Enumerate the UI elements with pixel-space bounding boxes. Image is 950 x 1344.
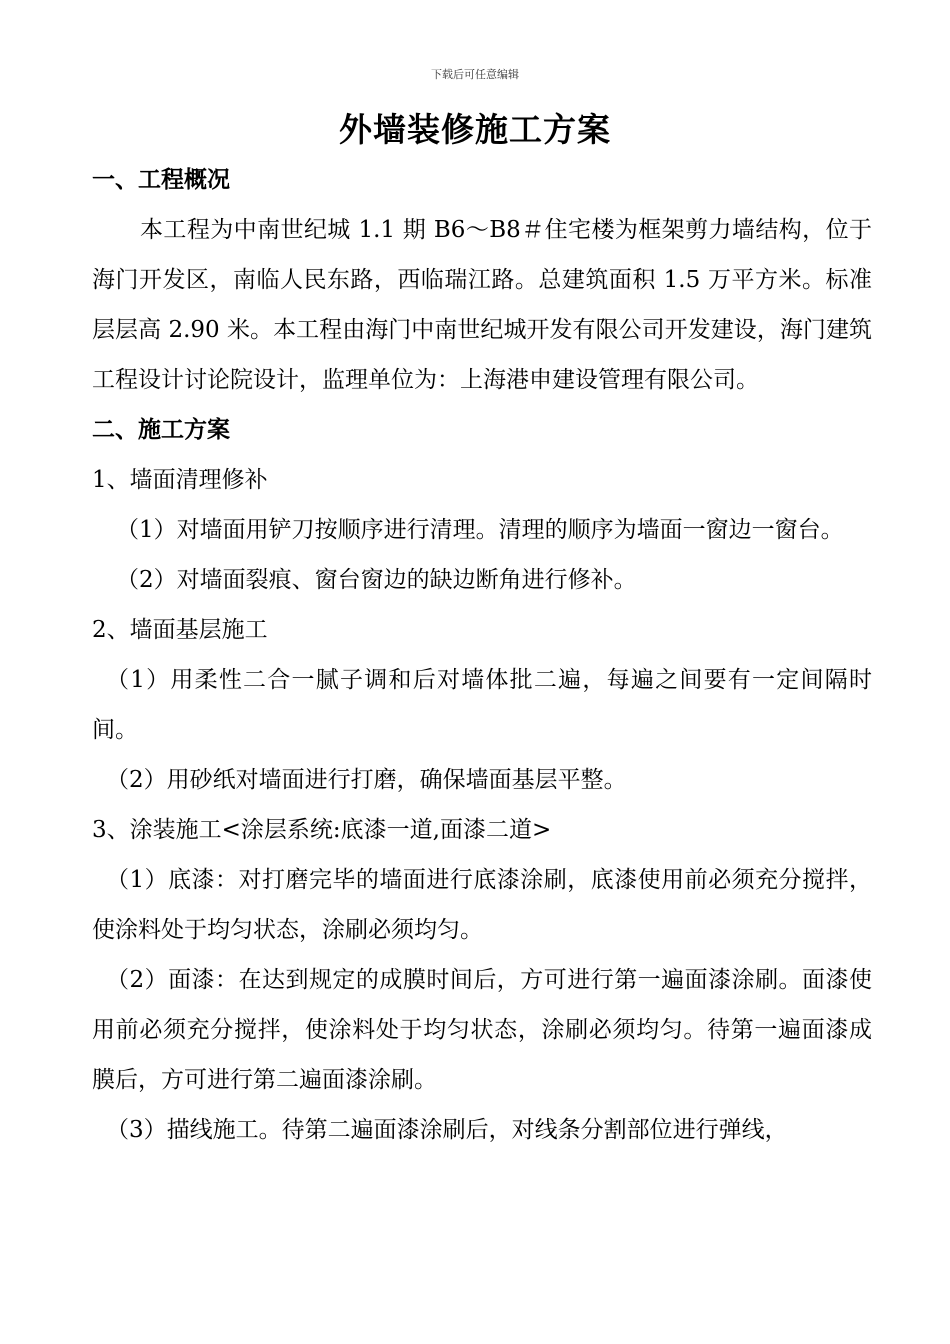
document-title: 外墙装修施工方案 — [339, 110, 611, 149]
cleaning-item-1: （1）对墙面用铲刀按顺序进行清理。清理的顺序为墙面一窗边一窗台。 — [116, 517, 844, 543]
overview-paragraph: 本工程为中南世纪城 1.1 期 B6～B8＃住宅楼为框架剪力墙结构，位于海门开发区，南临人民东路，西临瑞江路。总建筑面积 1.5 万平方米。标准层层高 2.90 米。本工程由海门中南世纪城开发有限公司开发建设，海门建筑工程设计讨论院设计，监理单位为：上海港申建设管理有限公司。 — [92, 217, 872, 393]
section-heading-plan: 二、施工方案 — [92, 416, 230, 443]
document-body — [92, 155, 872, 1155]
coating-item-1: （1）底漆：对打磨完毕的墙面进行底漆涂刷，底漆使用前必须充分搅拌，使涂料处于均匀状态，涂刷必须均匀。 — [92, 867, 872, 943]
subsection-heading-coating: 3、涂装施工<涂层系统:底漆一道,面漆二道> — [92, 817, 552, 843]
base-item-1: （1）用柔性二合一腻子调和后对墙体批二遍，每遍之间要有一定间隔时间。 — [92, 667, 872, 743]
subsection-heading-cleaning: 1、墙面清理修补 — [92, 467, 268, 493]
cleaning-item-2: （2）对墙面裂痕、窗台窗边的缺边断角进行修补。 — [116, 567, 637, 593]
subsection-heading-base: 2、墙面基层施工 — [92, 617, 268, 643]
section-heading-overview: 一、工程概况 — [92, 166, 230, 193]
base-item-2: （2）用砂纸对墙面进行打磨，确保墙面基层平整。 — [106, 767, 627, 793]
coating-item-2: （2）面漆：在达到规定的成膜时间后，方可进行第一遍面漆涂刷。面漆使用前必须充分搅拌，使涂料处于均匀状态，涂刷必须均匀。待第一遍面漆成膜后，方可进行第二遍面漆涂刷。 — [92, 967, 872, 1093]
header-note: 下载后可任意编辑 — [431, 68, 519, 81]
coating-item-3: （3）描线施工。待第二遍面漆涂刷后，对线条分割部位进行弹线， — [106, 1117, 788, 1143]
